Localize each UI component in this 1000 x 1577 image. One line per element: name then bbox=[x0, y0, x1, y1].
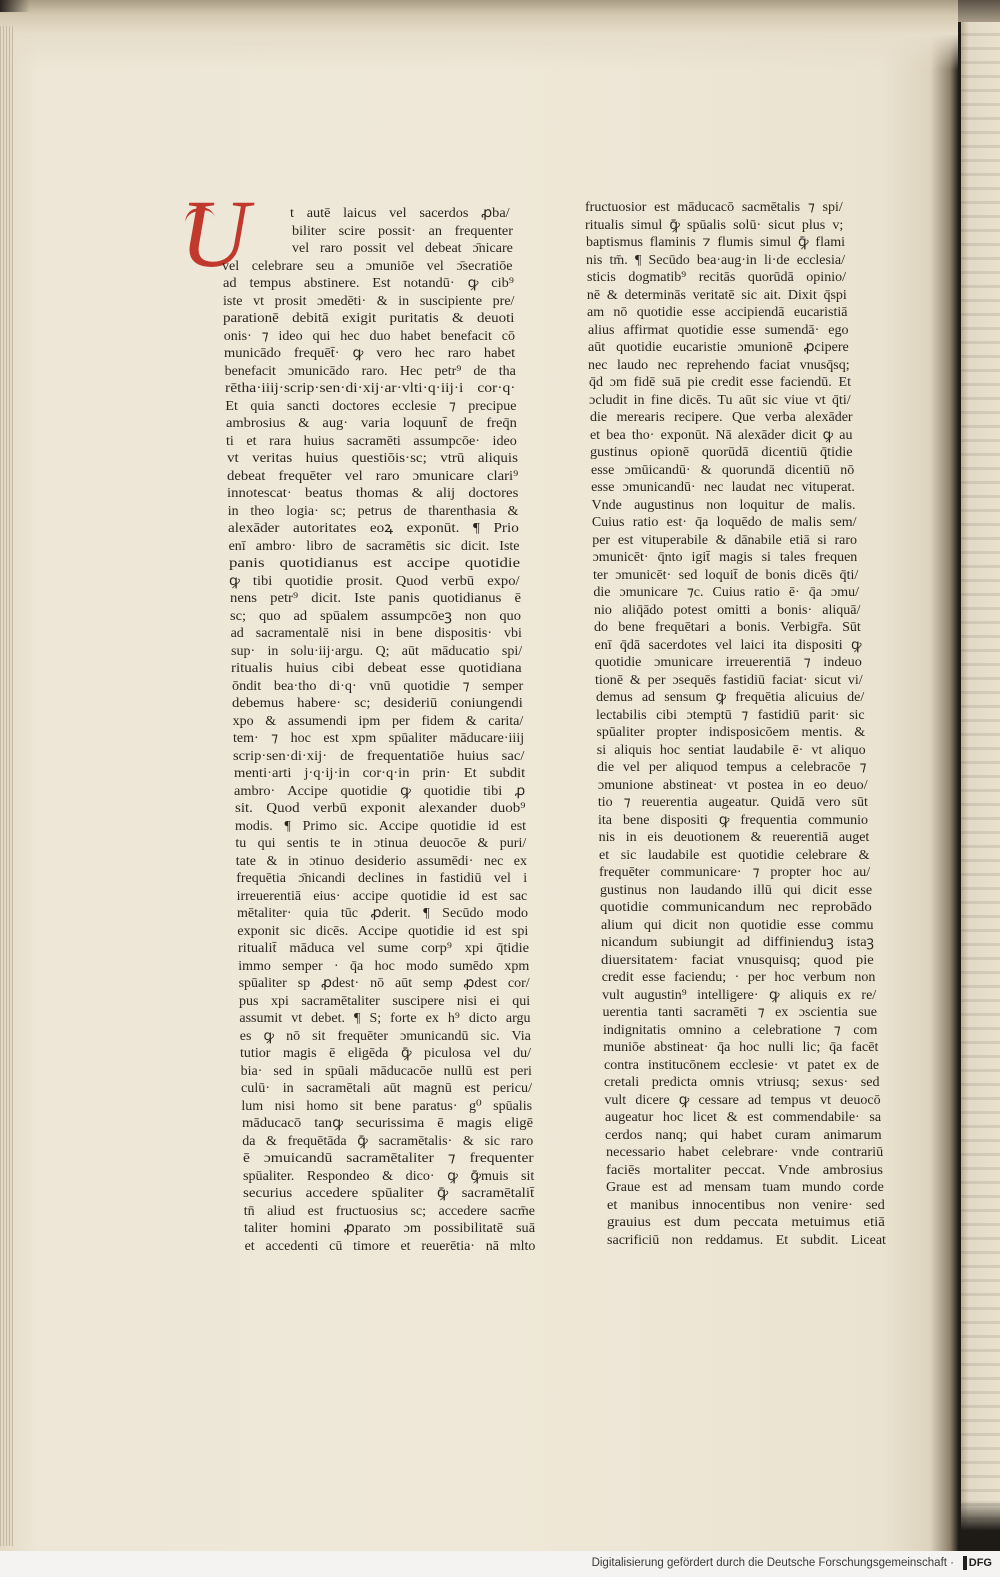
text-line: ita bene dispositi ꝙ frequentia communio bbox=[598, 812, 869, 828]
text-line: modis. ¶ Primo sic. Accipe quotidie id est bbox=[235, 818, 527, 834]
text-line: tutior magis ē eligēda ꝙ̄ piculosa vel du/ bbox=[240, 1046, 532, 1061]
text-line: pus xpi sacramētaliter suscipere nisi ei qui bbox=[239, 993, 531, 1009]
next-page-top-edge bbox=[958, 0, 1000, 22]
adjacent-page-edge bbox=[961, 22, 1000, 1542]
text-line: ambrosius & aug· varia loquunt̄ de freq̄n bbox=[225, 416, 517, 431]
text-line: biliter scire possit· an frequenter bbox=[292, 223, 513, 239]
text-line: ɔmunicēt· q̄nto igit̄ magis si tales frequen bbox=[592, 550, 858, 565]
text-line: gustinus non laudando illū qui dicit esse bbox=[599, 882, 872, 898]
text-line: māducacō tanꝙ securissima ē magis eligē bbox=[241, 1116, 533, 1131]
text-line: mētaliter· quia tūc ꝓderit. ¶ Secūdo modo bbox=[237, 906, 529, 921]
text-line: aūt quotidie eucaristie ɔmunionē ꝓcipere bbox=[588, 340, 849, 355]
text-line: es ꝙ nō sit frequēter ɔmunicandū sic. Via bbox=[239, 1028, 531, 1044]
text-line: cerdos nanq; qui habet curam animarum bbox=[605, 1127, 882, 1143]
text-line: debeat frequēter vel raro ɔmunicare clari⁹ bbox=[227, 468, 519, 484]
text-line: scrip·sen·di·xij· de frequentatiōe huius sac/ bbox=[233, 748, 525, 764]
text-line: sup· in solu·iij·argu. Q; aūt māducatio spi/ bbox=[231, 643, 523, 659]
text-line: muniōe abstineat· q̄a hoc nulli lic; q̄a facēt bbox=[603, 1040, 879, 1055]
text-line: benefacit ɔmunicādo raro. Hec petr⁹ de tha bbox=[224, 363, 516, 379]
text-line: uerentia tanti sacramēti ⁊ ex ɔscientia sue bbox=[602, 1005, 877, 1020]
text-line: nio aliq̄ādo potest omitti a bonis· aliquā/ bbox=[593, 602, 861, 618]
text-line: credit esse faciendu; · per hoc verbum non bbox=[601, 970, 876, 985]
text-line: vel raro possit vel debeat ɔ̄nicare bbox=[292, 241, 513, 256]
text-line: nē & determinās veritatē sic ait. Dixit q̄spi bbox=[586, 287, 847, 303]
text-line: ter ɔmunicēt· sed loquit̄ de bonis dicēs q̄ti/ bbox=[592, 567, 859, 583]
text-line: nis in eis deuotionem & reuerentiā auget bbox=[598, 830, 870, 845]
text-line: et accedenti cū timore et reuerētia· nā mlto bbox=[244, 1238, 536, 1254]
text-line: innotescat· beatus thomas & alij doctores bbox=[227, 486, 519, 501]
rubricated-initial: U bbox=[180, 180, 250, 287]
text-line: fructuosior est māducacō sacmētalis ⁊ spi/ bbox=[585, 200, 843, 215]
text-line: et bea tho· exponūt. Nā alexāder dicit ꝙ au bbox=[589, 427, 853, 443]
text-line: ē ɔmuicandū sacramētaliter ⁊ frequenter bbox=[242, 1151, 534, 1166]
text-line: alium qui dicit non quotidie esse commu bbox=[600, 917, 874, 933]
text-line: baptismus flaminis ⁊ flumis simul ꝙ̄ flami bbox=[585, 235, 845, 250]
funding-credit: Digitalisierung gefördert durch die Deutsche Forschungsgemeinschaft · bbox=[591, 1557, 954, 1569]
text-line: iste vt prosit ɔmedēti· & in suscipiente pre/ bbox=[223, 293, 515, 309]
text-line: esse ɔmunicandū· nec laudat nec vituperat. bbox=[591, 480, 855, 495]
text-line: ritualit̄ māduca vel sume corp⁹ xpi q̄tidie bbox=[237, 941, 529, 956]
text-line: rētha·iiij·scrip·sen·di·xij·ar·vlti·q·iij·i cor·q· bbox=[225, 381, 516, 396]
adjacent-page-shadow bbox=[958, 1500, 1000, 1551]
text-line: necessario habet celebrare· vnde contrariū bbox=[605, 1145, 883, 1160]
text-line: demus ad sensum ꝙ frequētia alicuius de/ bbox=[595, 690, 864, 705]
text-line: gustinus opionē quorūdā dicentiū q̄tidie bbox=[590, 445, 853, 460]
text-line: spūaliter sp ꝓdest· nō aūt semp ꝓdest cor/ bbox=[238, 976, 530, 991]
text-line: ɔcludit in fine dicēs. Tu aūt sic viue vt q̄ti/ bbox=[589, 392, 851, 408]
text-line: lectabilis cibi ɔtemptū ⁊ fastidiū parit· sic bbox=[596, 707, 865, 723]
text-line: grauius est dum peccata metuimus etiā bbox=[607, 1215, 885, 1230]
text-line: ad sacramentalē nisi in bene dispositis· vbi bbox=[230, 626, 522, 641]
text-line: xpo & assumendi ipm per fidem & carita/ bbox=[232, 713, 524, 729]
text-line: die vel per aliquod tempus a celebracōe ⁊ bbox=[597, 760, 867, 775]
text-line: ɔmunione abstineat· vt postea in eo deuo/ bbox=[597, 777, 868, 793]
text-line: panis quotidianus est accipe quotidie bbox=[229, 556, 521, 571]
text-line: tate & in ɔtinuo desiderio assumēdi· nec ex bbox=[235, 853, 528, 869]
text-line: Graue est ad mensam tuam mundo corde bbox=[606, 1180, 885, 1195]
text-line: Cuius ratio est· q̄a loquēdo de malis sem/ bbox=[591, 515, 857, 530]
text-line: securius accedere spūaliter ꝙ̄ sacramētalit̄ bbox=[243, 1186, 535, 1201]
text-line: am nō quotidie esse accipiendā eucaristiā bbox=[587, 305, 848, 320]
text-line: exponit sic dicēs. Accipe quotidie id est spi bbox=[237, 923, 529, 939]
text-line: lum nisi homo sit bene paratus· g⁰ spūalis bbox=[241, 1098, 533, 1114]
text-line: ritualis huius cibi debeat esse quotidiana bbox=[231, 661, 523, 676]
text-line: vult augustin⁹ intelligere· ꝙ aliquis ex re/ bbox=[602, 987, 877, 1003]
text-line: ti et rara huius sacramēti assumpcōe· ideo bbox=[226, 433, 517, 449]
corner-shadow bbox=[0, 0, 30, 12]
text-line: esse ɔmūicandū· & quorundā dicentiū nō bbox=[590, 462, 854, 478]
text-line: vt veritas huius questiōis·sc; vtrū aliquis bbox=[226, 451, 518, 466]
text-line: tionē & per ɔsequēs fastidiū faciat· sicut vi/ bbox=[595, 672, 863, 688]
text-line: nens petr⁹ dicit. Iste panis quotidianus ē bbox=[229, 591, 521, 606]
text-line: do bene frequētari a bonis. Verbigr̄a. Sūt bbox=[594, 620, 861, 635]
text-line: immo semper · q̄a hoc modo sumēdo xpm bbox=[238, 958, 530, 974]
text-line: die ɔmunicare ⁊c. Cuius ratio ē· q̄a ɔmu/ bbox=[593, 585, 860, 600]
text-line: frequētia ɔ̄nicandi declines in fastidiū vel i bbox=[236, 871, 528, 886]
text-line: sacrificiū non reddamus. Et subdit. Liceat bbox=[607, 1232, 887, 1248]
text-line: culū· in sacramētali aūt magnū est pericu/ bbox=[241, 1081, 533, 1096]
text-line: ꝙ tibi quotidie prosit. Quod verbū expo/ bbox=[229, 573, 520, 589]
text-line: tem· ⁊ hoc est xpm spūaliter māducare·iiij bbox=[233, 731, 525, 746]
text-line: tn̄ aliud est fructuosius sc; accedere sacm̄e bbox=[243, 1203, 535, 1219]
text-line: spūaliter. Respondeo & dico· ꝙ ꝙ̄muis sit bbox=[243, 1168, 535, 1184]
text-line: cretali predicta omnis vtriusq; sexus· sed bbox=[604, 1075, 880, 1090]
text-line: frequēter communicare· ⁊ propter hoc au/ bbox=[599, 865, 871, 880]
text-line: spūaliter propter indisposicōem mentis. & bbox=[596, 725, 866, 740]
page-edges bbox=[0, 26, 13, 1546]
text-line: menti·arti j·q·ij·in cor·q·in prin· Et subdit bbox=[233, 766, 526, 781]
text-line: sit. Quod verbū exponit alexander duob⁹ bbox=[234, 801, 526, 816]
text-line: in theo logia· sc; petrus de tharenthasia & bbox=[227, 503, 519, 519]
text-line: taliter homini ꝓparato ɔm possibilitatē suā bbox=[244, 1221, 536, 1236]
text-line: nis tm̄. ¶ Secūdo bea·aug·in li·de ecclesia/ bbox=[586, 252, 846, 268]
text-line: vult dicere ꝙ cessare ad tempus vt deuocō bbox=[604, 1092, 881, 1108]
text-line: alexāder autoritates eoꝝ exponūt. ¶ Prio bbox=[228, 521, 519, 536]
text-line: tio ⁊ reuerentia augeatur. Quidā vero sūt bbox=[597, 795, 868, 810]
text-line: t autē laicus vel sacerdos ꝓba/ bbox=[290, 206, 510, 221]
text-line: quotidie communicandum nec reprobādo bbox=[600, 900, 872, 915]
text-line: parationē debitā exigit puritatis & deuoti bbox=[223, 311, 515, 326]
text-line: quotidie ɔmunicare irreuerentiā ⁊ indeuo bbox=[594, 655, 862, 670]
text-line: onis· ⁊ ideo qui hec duo habet benefacit cō bbox=[223, 328, 516, 344]
text-line: diuersitatem· faciat vnusquisq; quod pie bbox=[601, 952, 875, 968]
text-line: per est vituperabile & dānabile etiā si raro bbox=[592, 532, 858, 548]
text-line: q̄d ɔm fidē suā pie credit esse faciendū. Et bbox=[588, 375, 851, 390]
text-line: faciēs mortaliter peccat. Vnde ambrosius bbox=[605, 1162, 883, 1178]
text-line: alius affirmat quotidie esse sumendā· ego bbox=[587, 322, 849, 338]
text-line: sc; quo ad spūalem assumpcōeꝫ non quo bbox=[230, 608, 522, 624]
text-line: nec laudo nec reprehendo faciat vnusq̄sq; bbox=[588, 357, 851, 373]
text-line: da & frequētāda ꝙ̄ sacramētalis· & sic raro bbox=[242, 1133, 534, 1149]
text-line: assumit vt debet. ¶ S; forte ex h⁹ dicto argu bbox=[239, 1011, 531, 1026]
text-line: ad tempus abstinere. Est notandū· ꝙ cib⁹ bbox=[222, 276, 514, 291]
dfg-logo: DFG bbox=[963, 1556, 994, 1570]
text-line: enī ambro· libro de sacramētis sic dicit. Iste bbox=[228, 538, 520, 554]
text-line: Vnde augustinus non loquitur de malis. bbox=[591, 497, 856, 513]
text-line: irreuerentiā eius· accipe quotidie id est sac bbox=[236, 888, 528, 904]
text-line: sticis dogmatib⁹ recitās quorūdā opinio/ bbox=[586, 270, 846, 285]
digitization-footer bbox=[0, 1551, 1000, 1577]
text-line: contra institucōnem ecclesie· vt patet ex de bbox=[603, 1057, 879, 1073]
text-line: ōndit bea·tho di·q· vnū quotidie ⁊ semper bbox=[231, 678, 524, 694]
text-line: ambro· Accipe quotidie ꝙ quotidie tibi ꝓ bbox=[234, 783, 526, 799]
text-line: debemus habere· sc; desideriū coniungendi bbox=[232, 696, 523, 711]
text-line: augeatur hoc licet & est commendabile· sa bbox=[604, 1110, 881, 1125]
text-line: et manibus innocentibus non venire· sed bbox=[606, 1197, 885, 1213]
text-line: enī q̄dā sacerdotes vel laici ita dispositi ꝙ bbox=[594, 637, 862, 653]
text-line: et sic laudabile est quotidie celebrare & bbox=[599, 847, 870, 863]
text-line: bia· sed in spūali māducacōe nullū est peri bbox=[240, 1063, 532, 1079]
text-line: ritualis simul ꝙ̄ spūalis solū· sicut plus v; bbox=[585, 217, 844, 233]
text-line: tu qui sentis te in ɔtinua deuocōe & puri/ bbox=[235, 836, 527, 851]
text-line: si aliquis hoc sentiat laudabile ē· vt aliquo bbox=[596, 742, 866, 758]
text-line: nicandum subiungit ad diffinienduꝫ istaꝫ bbox=[600, 935, 874, 950]
text-line: die merearis recipere. Que verba alexāder bbox=[589, 410, 853, 425]
text-line: vel celebrare seu a ɔmuniōe vel ɔ̄secratiōe bbox=[222, 258, 513, 274]
text-line: Et quia sancti doctores ecclesie ⁊ precipue bbox=[225, 398, 517, 414]
text-line: municādo frequēt̄· ꝙ vero hec raro habet bbox=[224, 346, 516, 361]
text-line: indignitatis omnino a celebratione ⁊ com bbox=[602, 1022, 878, 1038]
